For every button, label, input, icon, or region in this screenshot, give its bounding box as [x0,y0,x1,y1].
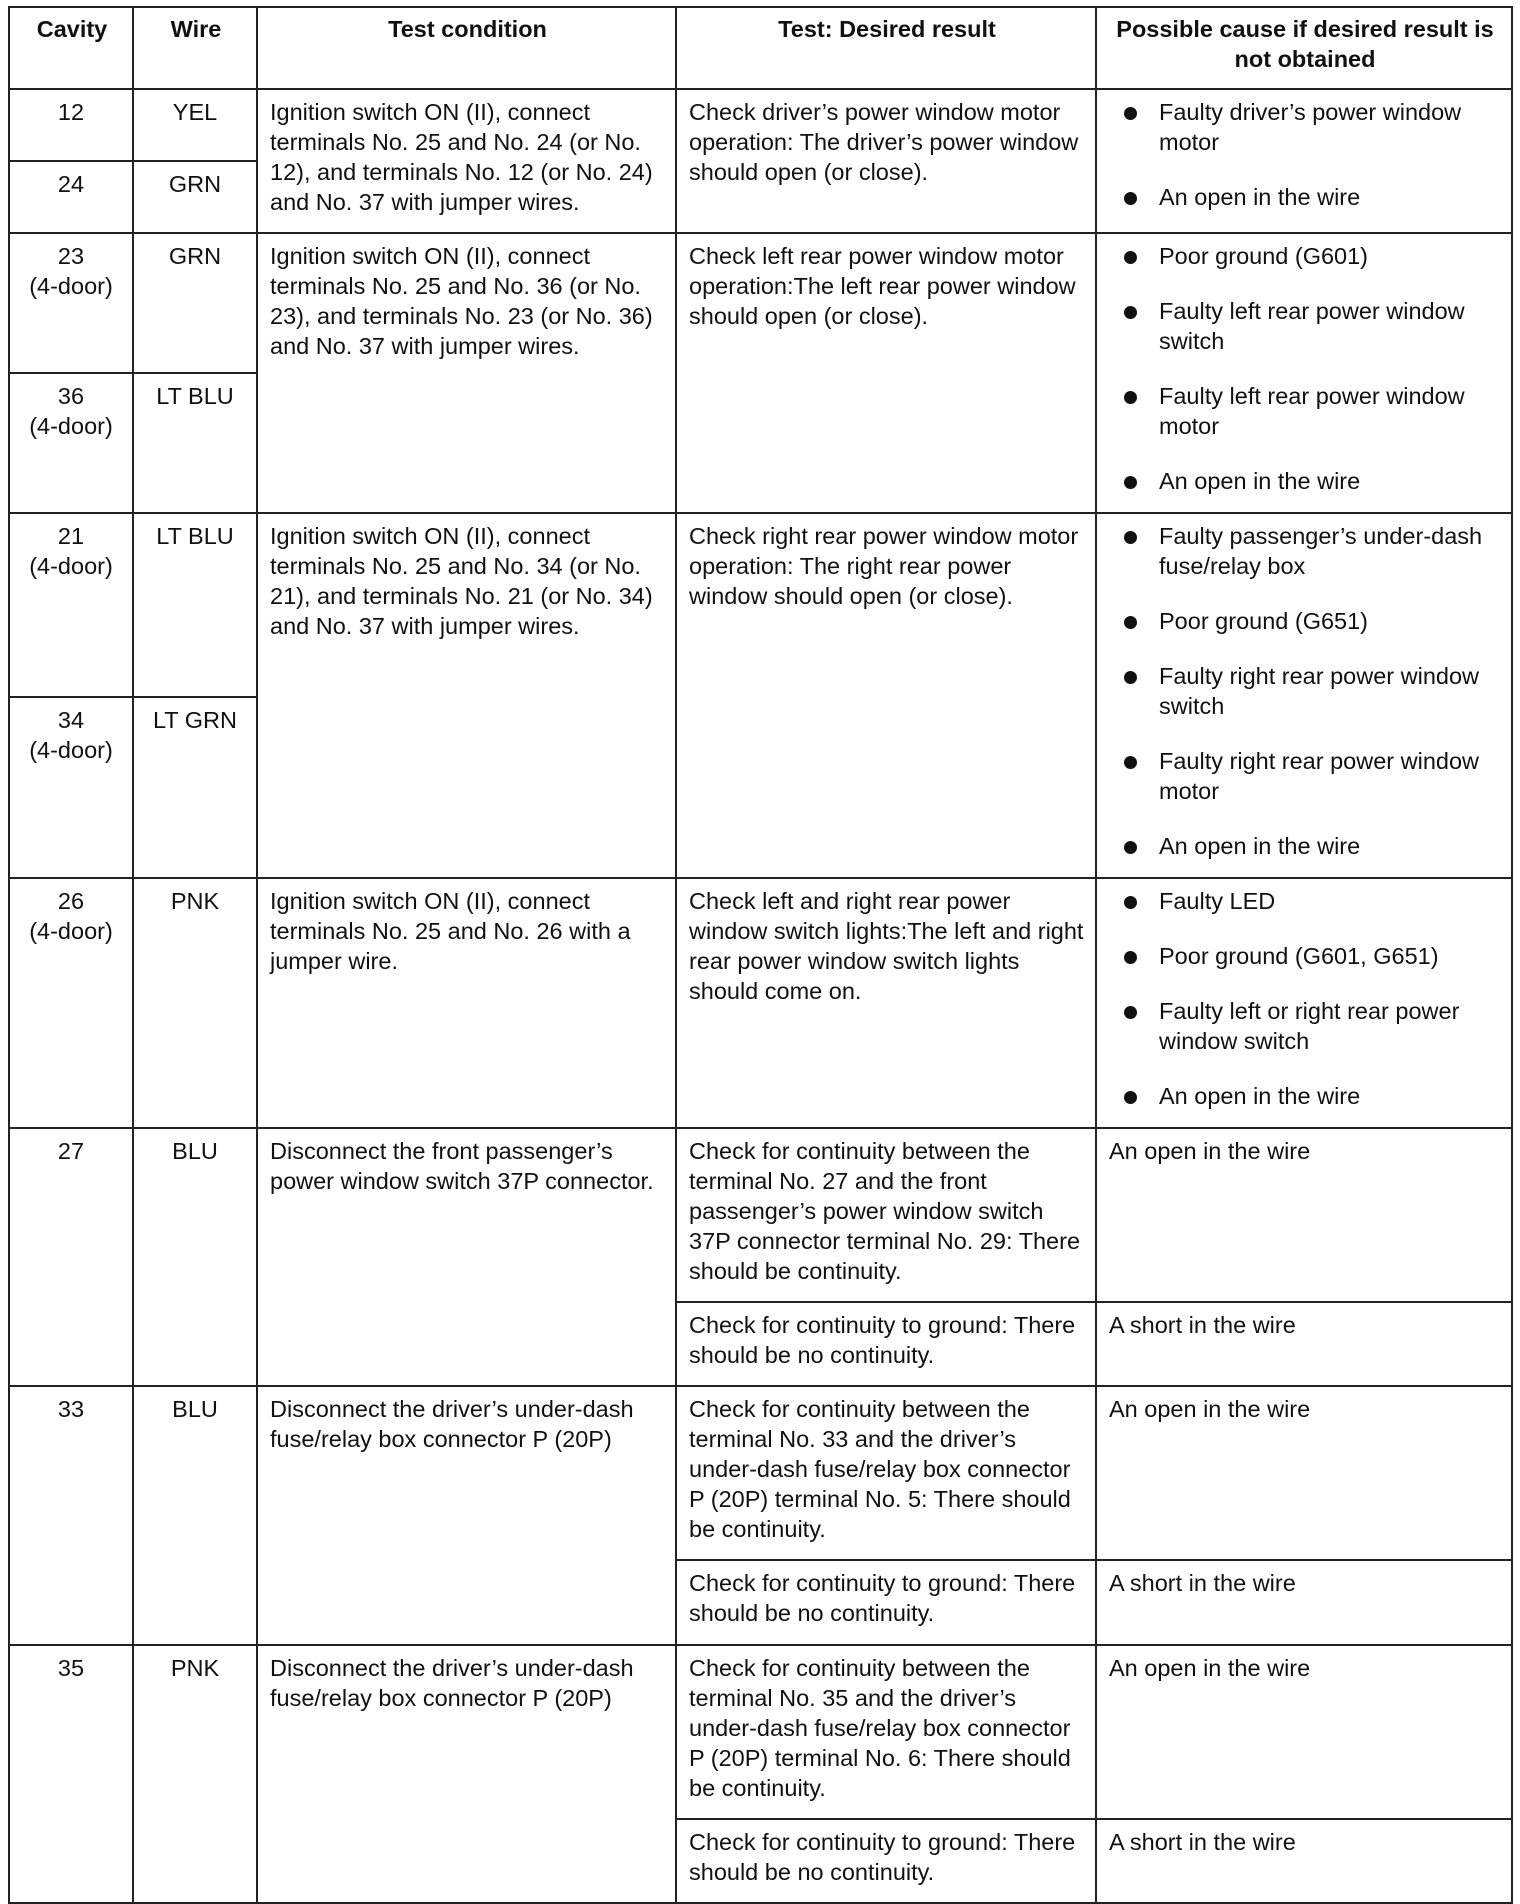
header-desired-result: Test: Desired result [676,7,1096,89]
possible-cause-cell: A short in the wire [1096,1560,1512,1645]
header-possible-cause: Possible cause if desired result is not obtained [1096,7,1512,89]
possible-cause-cell [1096,878,1512,1128]
table-row [9,513,1512,697]
desired-result-cell: Check driver’s power window motor operation: The driver’s power window should open (or close). [676,89,1096,233]
cavity-cell [9,1645,133,1903]
possible-cause-cell: An open in the wire [1096,1386,1512,1560]
table-row [9,1128,1512,1302]
desired-result-cell: Check right rear power window motor operation: The right rear power window should open (or close). [676,513,1096,878]
desired-result-cell: Check for continuity between the terminal No. 33 and the driver’s under-dash fuse/relay box connector P (20P) terminal No. 5: There should be continuity. [676,1386,1096,1560]
cause-item: Faulty left rear power window motor [1109,381,1501,441]
test-condition-cell: Ignition switch ON (II), connect terminals No. 25 and No. 36 (or No. 23), and terminals No. 23 (or No. 36) and No. 37 with jumper wires. [257,233,676,513]
possible-cause-cell: An open in the wire [1096,1128,1512,1302]
cavity-number: 12 [57,99,85,125]
cause-item: Faulty right rear power window switch [1109,661,1501,721]
cavity-cell [9,878,133,1128]
test-condition-cell: Ignition switch ON (II), connect terminals No. 25 and No. 26 with a jumper wire. [257,878,676,1128]
wire-cell: BLU [133,1386,257,1645]
cavity-number: 26 [57,888,85,914]
cause-item: Faulty driver’s power window motor [1109,97,1501,157]
cavity-cell [9,1386,133,1645]
wire-cell: GRN [133,233,257,373]
cavity-number: 35 [57,1655,85,1681]
cavity-number: 27 [57,1138,85,1164]
cavity-cell [9,697,133,878]
cause-list [1109,241,1501,496]
desired-result-cell: Check for continuity to ground: There should be no continuity. [676,1819,1096,1903]
cavity-cell [9,89,133,161]
cavity-door-note: (4-door) [29,918,113,944]
possible-cause-cell [1096,513,1512,878]
cavity-number: 24 [57,171,85,197]
wire-cell: LT BLU [133,373,257,513]
table-row [9,233,1512,373]
cavity-door-note: (4-door) [29,273,113,299]
header-test-condition: Test condition [257,7,676,89]
possible-cause-cell: A short in the wire [1096,1302,1512,1386]
cavity-door-note: (4-door) [29,553,113,579]
test-condition-cell: Disconnect the driver’s under-dash fuse/relay box connector P (20P) [257,1645,676,1903]
desired-result-cell: Check for continuity between the terminal No. 35 and the driver’s under-dash fuse/relay box connector P (20P) terminal No. 6: There should be continuity. [676,1645,1096,1819]
header-cavity: Cavity [9,7,133,89]
cause-item: An open in the wire [1109,831,1501,861]
wire-cell: BLU [133,1128,257,1386]
test-condition-cell: Disconnect the front passenger’s power window switch 37P connector. [257,1128,676,1386]
desired-result-cell: Check for continuity to ground: There should be no continuity. [676,1560,1096,1645]
cavity-number: 21 [57,523,85,549]
possible-cause-cell [1096,233,1512,513]
table-row [9,1645,1512,1819]
header-row [9,7,1512,89]
cause-item: Faulty LED [1109,886,1501,916]
cavity-cell [9,373,133,513]
desired-result-cell: Check left and right rear power window switch lights:The left and right rear power window switch lights should come on. [676,878,1096,1128]
cause-item: Poor ground (G601) [1109,241,1501,271]
cavity-door-note: (4-door) [29,737,113,763]
cause-item: An open in the wire [1109,182,1501,212]
possible-cause-cell [1096,89,1512,233]
desired-result-cell: Check left rear power window motor operation:The left rear power window should open (or close). [676,233,1096,513]
cavity-number: 33 [57,1396,85,1422]
cause-item: Faulty left rear power window switch [1109,296,1501,356]
cavity-cell [9,513,133,697]
cavity-cell [9,233,133,373]
test-condition-cell: Ignition switch ON (II), connect terminals No. 25 and No. 24 (or No. 12), and terminals No. 12 (or No. 24) and No. 37 with jumper wires. [257,89,676,233]
cavity-door-note: (4-door) [29,413,113,439]
possible-cause-cell: A short in the wire [1096,1819,1512,1903]
cause-item: Faulty right rear power window motor [1109,746,1501,806]
table-row [9,1386,1512,1560]
wire-cell: GRN [133,161,257,233]
cavity-cell [9,161,133,233]
cause-item: An open in the wire [1109,1081,1501,1111]
wire-cell: YEL [133,89,257,161]
cause-item: Faulty passenger’s under-dash fuse/relay box [1109,521,1501,581]
test-condition-cell: Ignition switch ON (II), connect terminals No. 25 and No. 34 (or No. 21), and terminals No. 21 (or No. 34) and No. 37 with jumper wires. [257,513,676,878]
cause-item: Poor ground (G651) [1109,606,1501,636]
cavity-number: 23 [57,243,85,269]
wire-cell: LT GRN [133,697,257,878]
table-row [9,878,1512,1128]
wire-cell: PNK [133,1645,257,1903]
troubleshooting-table [8,6,1513,1904]
wire-cell: LT BLU [133,513,257,697]
cavity-number: 34 [57,707,85,733]
cause-item: Poor ground (G601, G651) [1109,941,1501,971]
cause-item: Faulty left or right rear power window switch [1109,996,1501,1056]
wire-cell: PNK [133,878,257,1128]
cavity-number: 36 [57,383,85,409]
desired-result-cell: Check for continuity to ground: There should be no continuity. [676,1302,1096,1386]
desired-result-cell: Check for continuity between the terminal No. 27 and the front passenger’s power window switch 37P connector terminal No. 29: There should be continuity. [676,1128,1096,1302]
test-condition-cell: Disconnect the driver’s under-dash fuse/relay box connector P (20P) [257,1386,676,1645]
possible-cause-cell: An open in the wire [1096,1645,1512,1819]
cause-list [1109,886,1501,1111]
cause-list [1109,521,1501,861]
cause-list [1109,97,1501,212]
cause-item: An open in the wire [1109,466,1501,496]
cavity-cell [9,1128,133,1386]
header-wire: Wire [133,7,257,89]
table-row [9,89,1512,161]
